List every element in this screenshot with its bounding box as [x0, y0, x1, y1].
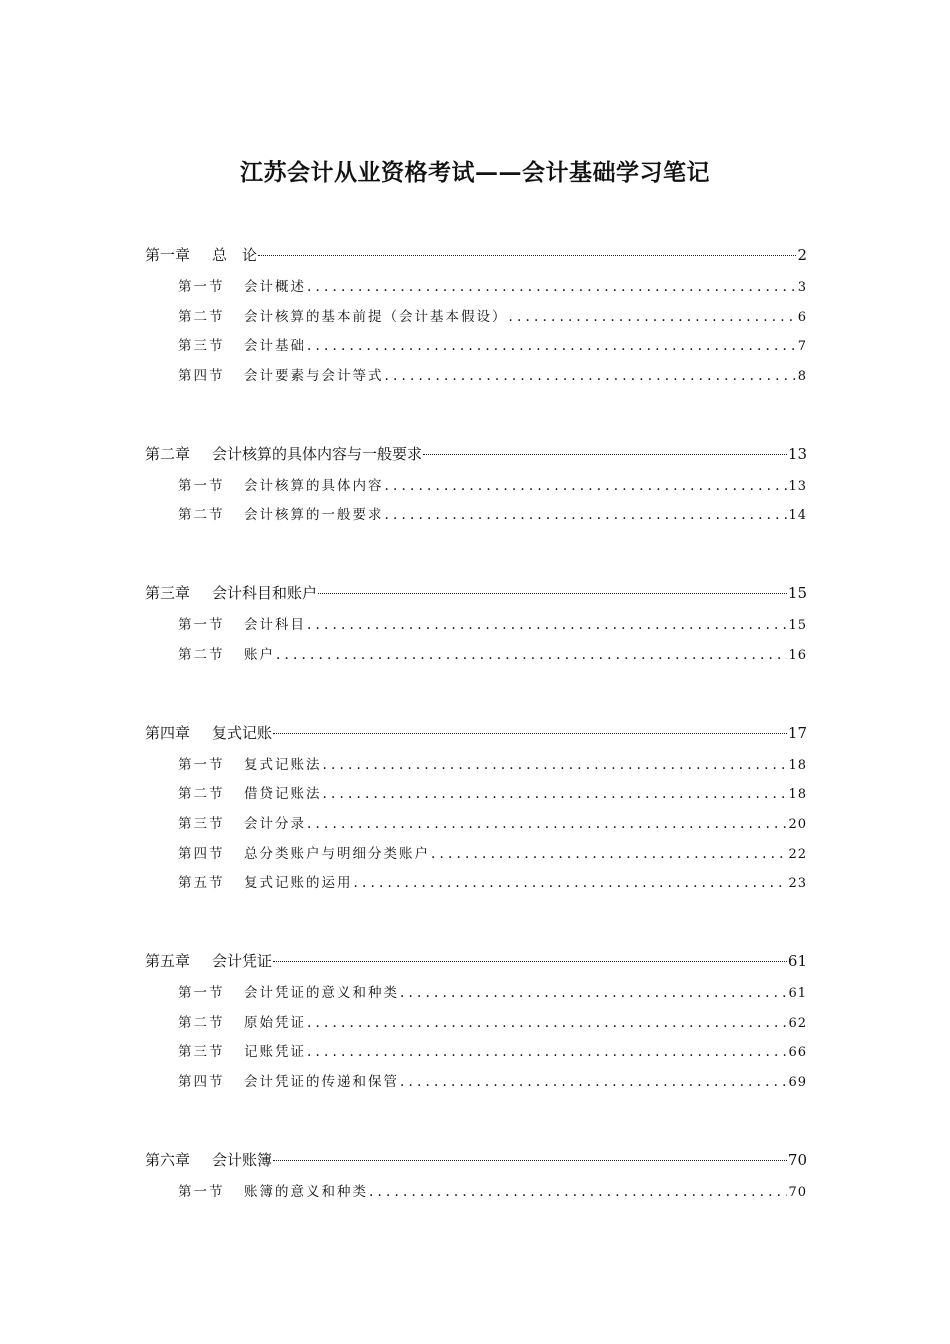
section-number: 第一节 [178, 617, 225, 634]
dot-leader [385, 507, 788, 523]
section-number: 第一节 [178, 477, 225, 494]
toc-chapter [145, 244, 807, 394]
section-title: 会计核算的具体内容 [244, 477, 384, 494]
section-title: 会计要素与会计等式 [244, 368, 384, 385]
page-number: 22 [788, 846, 807, 862]
section-title: 账户 [244, 646, 275, 663]
section-number: 第五节 [178, 875, 225, 892]
dot-leader [307, 617, 787, 633]
dot-leader [307, 338, 797, 354]
dot-leader [273, 1160, 787, 1161]
dot-leader [385, 478, 788, 494]
toc-chapter [145, 722, 807, 901]
page-number: 70 [787, 1150, 807, 1169]
page-number: 16 [788, 647, 807, 663]
section-title: 原始凭证 [244, 1014, 306, 1031]
section-title: 总分类账户与明细分类账户 [244, 845, 430, 862]
section-title: 账簿的意义和种类 [244, 1183, 368, 1200]
dot-leader [423, 454, 787, 455]
section-number: 第二节 [178, 1014, 225, 1031]
page-number: 23 [788, 876, 807, 892]
toc-section-entry[interactable] [145, 305, 807, 335]
page-number: 61 [788, 985, 807, 1001]
section-number: 第四节 [178, 368, 225, 385]
section-title: 会计科目 [244, 617, 306, 634]
page-number: 66 [788, 1045, 807, 1061]
page-number: 18 [788, 757, 807, 773]
page-number: 7 [797, 339, 807, 355]
page-number: 13 [788, 478, 807, 494]
section-number: 第四节 [178, 845, 225, 862]
section-number: 第一节 [178, 984, 225, 1001]
toc-chapter-entry[interactable] [145, 722, 807, 753]
chapter-title: 复式记账 [212, 723, 273, 742]
dot-leader [400, 985, 787, 1001]
chapter-title: 会计凭证 [212, 951, 273, 970]
toc-section-entry[interactable] [145, 1040, 807, 1070]
dot-leader [400, 1074, 787, 1090]
page-number: 8 [797, 369, 807, 385]
toc-section-entry[interactable] [145, 753, 807, 783]
dot-leader [307, 1015, 787, 1031]
toc-chapter-entry[interactable] [145, 1149, 807, 1180]
toc-chapter-entry[interactable] [145, 443, 807, 474]
dot-leader [354, 875, 788, 891]
toc-chapter-entry[interactable] [145, 950, 807, 981]
page-number: 17 [787, 723, 807, 742]
toc-chapter [145, 443, 807, 533]
section-title: 会计核算的基本前提（会计基本假设） [244, 308, 508, 325]
table-of-contents [145, 244, 807, 1258]
toc-section-entry[interactable] [145, 812, 807, 842]
section-number: 第一节 [178, 756, 225, 773]
dot-leader [385, 368, 797, 384]
chapter-title: 会计科目和账户 [212, 584, 318, 603]
section-title: 记账凭证 [244, 1044, 306, 1061]
section-title: 会计核算的一般要求 [244, 507, 384, 524]
page-number: 14 [788, 508, 807, 524]
toc-chapter [145, 950, 807, 1100]
section-title: 会计基础 [244, 338, 306, 355]
section-number: 第三节 [178, 338, 225, 355]
toc-chapter-entry[interactable] [145, 582, 807, 613]
dot-leader [258, 255, 796, 256]
toc-section-entry[interactable] [145, 503, 807, 533]
section-number: 第三节 [178, 815, 225, 832]
section-title: 会计凭证的意义和种类 [244, 984, 399, 1001]
toc-chapter [145, 1149, 807, 1210]
toc-section-entry[interactable] [145, 782, 807, 812]
chapter-title: 会计账簿 [212, 1150, 273, 1169]
section-title: 复式记账的运用 [244, 875, 353, 892]
section-number: 第三节 [178, 1044, 225, 1061]
chapter-number: 第一章 [145, 246, 191, 264]
page-number: 70 [788, 1184, 807, 1200]
dot-leader [318, 593, 787, 594]
section-title: 会计概述 [244, 279, 306, 295]
page-number: 62 [788, 1015, 807, 1031]
section-title: 会计凭证的传递和保管 [244, 1074, 399, 1090]
chapter-title: 会计核算的具体内容与一般要求 [212, 444, 423, 463]
toc-section-entry[interactable] [145, 364, 807, 394]
page-number: 2 [797, 246, 807, 264]
section-title: 借贷记账法 [244, 786, 322, 803]
page-number: 61 [787, 951, 807, 970]
section-number: 第一节 [178, 1183, 225, 1200]
toc-section-entry[interactable] [145, 842, 807, 872]
chapter-number: 第四章 [145, 723, 191, 742]
section-number: 第二节 [178, 646, 225, 663]
dot-leader [323, 786, 788, 802]
section-title: 会计分录 [244, 815, 306, 832]
dot-leader [307, 816, 787, 832]
page-number: 20 [788, 816, 807, 832]
section-title: 复式记账法 [244, 756, 322, 773]
dot-leader [307, 1044, 787, 1060]
dot-leader [276, 647, 787, 663]
chapter-number: 第三章 [145, 584, 191, 603]
page-number: 3 [797, 280, 807, 295]
toc-section-entry[interactable] [145, 1180, 807, 1210]
chapter-title: 总 论 [212, 246, 258, 264]
dot-leader [307, 279, 797, 295]
page-title: 江苏会计从业资格考试——会计基础学习笔记 [240, 159, 710, 186]
toc-section-entry[interactable] [145, 981, 807, 1011]
chapter-number: 第六章 [145, 1150, 191, 1169]
section-number: 第一节 [178, 279, 225, 295]
dot-leader [431, 846, 787, 862]
toc-section-entry[interactable] [145, 871, 807, 901]
dot-leader [273, 733, 787, 734]
section-number: 第二节 [178, 308, 225, 325]
toc-section-entry[interactable] [145, 1011, 807, 1041]
chapter-number: 第五章 [145, 951, 191, 970]
dot-leader [369, 1184, 787, 1200]
dot-leader [323, 757, 788, 773]
dot-leader [509, 309, 797, 325]
section-number: 第二节 [178, 786, 225, 803]
page-number: 69 [788, 1075, 807, 1090]
toc-chapter [145, 582, 807, 672]
chapter-number: 第二章 [145, 444, 191, 463]
page-number: 15 [788, 618, 807, 634]
toc-chapter-entry[interactable] [145, 244, 807, 275]
toc-section-entry[interactable] [145, 474, 807, 504]
page-number: 13 [787, 444, 807, 463]
toc-section-entry[interactable] [145, 613, 807, 643]
page-number: 15 [787, 584, 807, 603]
section-number: 第四节 [178, 1074, 225, 1090]
toc-section-entry[interactable] [145, 643, 807, 673]
toc-section-entry[interactable] [145, 334, 807, 364]
section-number: 第二节 [178, 507, 225, 524]
toc-section-entry[interactable] [145, 275, 807, 305]
dot-leader [273, 961, 787, 962]
toc-section-entry[interactable] [145, 1070, 807, 1100]
page-number: 6 [797, 309, 807, 325]
page-number: 18 [788, 787, 807, 803]
